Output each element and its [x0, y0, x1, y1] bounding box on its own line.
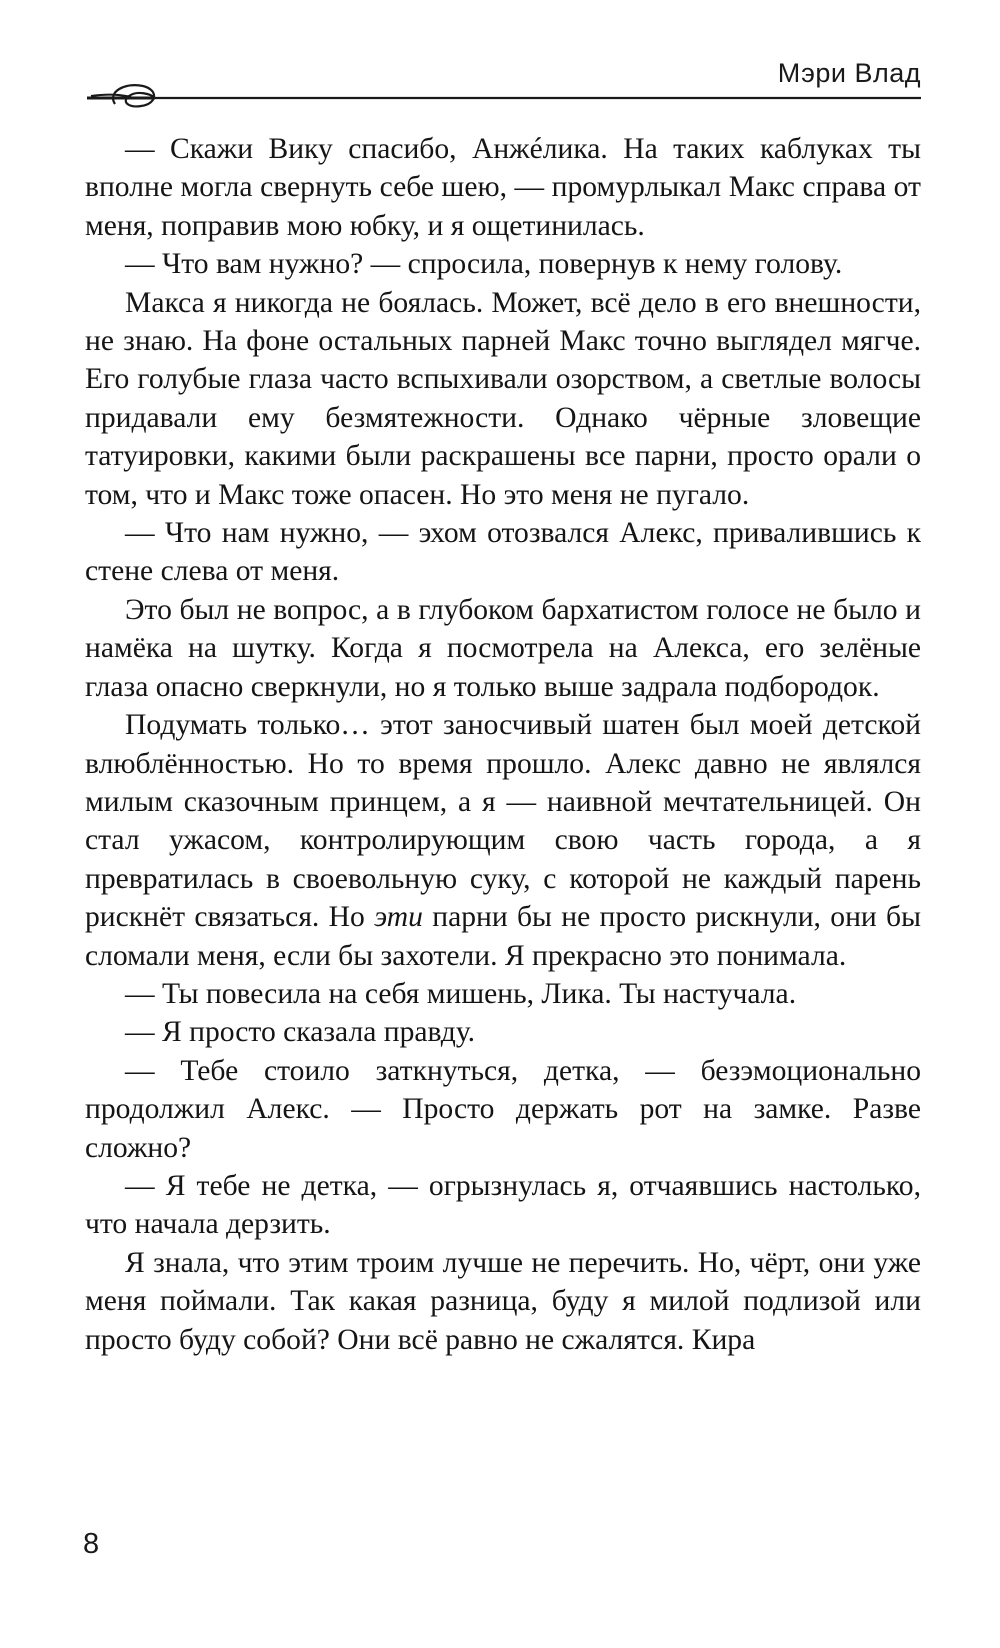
paragraph: — Я тебе не детка, — огрызнулась я, отчаявшись настолько, что начала дерзить.: [85, 1169, 921, 1241]
running-header-author: Мэри Влад: [777, 58, 921, 88]
paragraph: — Что нам нужно, — эхом отозвался Алекс, привалившись к стене слева от меня.: [85, 517, 921, 588]
paragraph: — Тебе стоило заткнуться, детка, — безэмоционально продолжил Алекс. — Просто держать рот на замке. Разве сложно?: [85, 1054, 921, 1164]
paragraph: [85, 706, 921, 975]
paragraph: Макса я никогда не боялась. Может, всё дело в его внешности, не знаю. На фоне остальных парней Макс точно выглядел мягче. Его голубые глаза часто вспыхивали озорством, а светлые волосы придавали ему безмятежности. Однако чёрные зловещие татуировки, какими были раскрашены все парни, просто орали о том, что и Макс тоже опасен. Но это меня не пугало.: [85, 286, 921, 511]
paragraph: — Что вам нужно? — спросила, повернув к нему голову.: [125, 248, 843, 281]
paragraph: Я знала, что этим троим лучше не перечить. Но, чёрт, они уже меня поймали. Так какая разница, буду я милой подлизой или просто буду собой? Они всё равно не сжалятся. Кира: [85, 1246, 921, 1356]
emphasized-word: эти: [374, 901, 423, 934]
paragraph-text: Подумать только… этот заносчивый шатен был моей детской влюблённостью. Но то время прошло. Алекс давно не являлся милым сказочным принцем, а я — наивной мечтательницей. Он стал ужасом, контролирующим свою часть города, а я превратилась в своевольную суку, с которой не каждый парень рискнёт связаться. Но: [85, 709, 921, 934]
paragraph-text: парни бы не просто рискнули, они бы сломали меня, если бы захотели. Я прекрасно это понимала.: [85, 901, 921, 972]
running-header: [85, 52, 921, 112]
paragraph: — Скажи Вику спасибо, Анжéлика. На таких каблуках ты вполне могла свернуть себе шею, — промурлыкал Макс справа от меня, поправив мою юбку, и я ощетинилась.: [85, 133, 921, 242]
paragraph: — Я просто сказала правду.: [125, 1016, 476, 1049]
page-number: 8: [83, 1528, 100, 1560]
page-body: [85, 130, 921, 1359]
paragraph: Это был не вопрос, а в глубоком бархатистом голосе не было и намёка на шутку. Когда я посмотрела на Алекса, его зелёные глаза опасно сверкнули, но я только выше задрала подбородок.: [85, 593, 921, 703]
paragraph: — Ты повесила на себя мишень, Лика. Ты настучала.: [125, 977, 797, 1010]
